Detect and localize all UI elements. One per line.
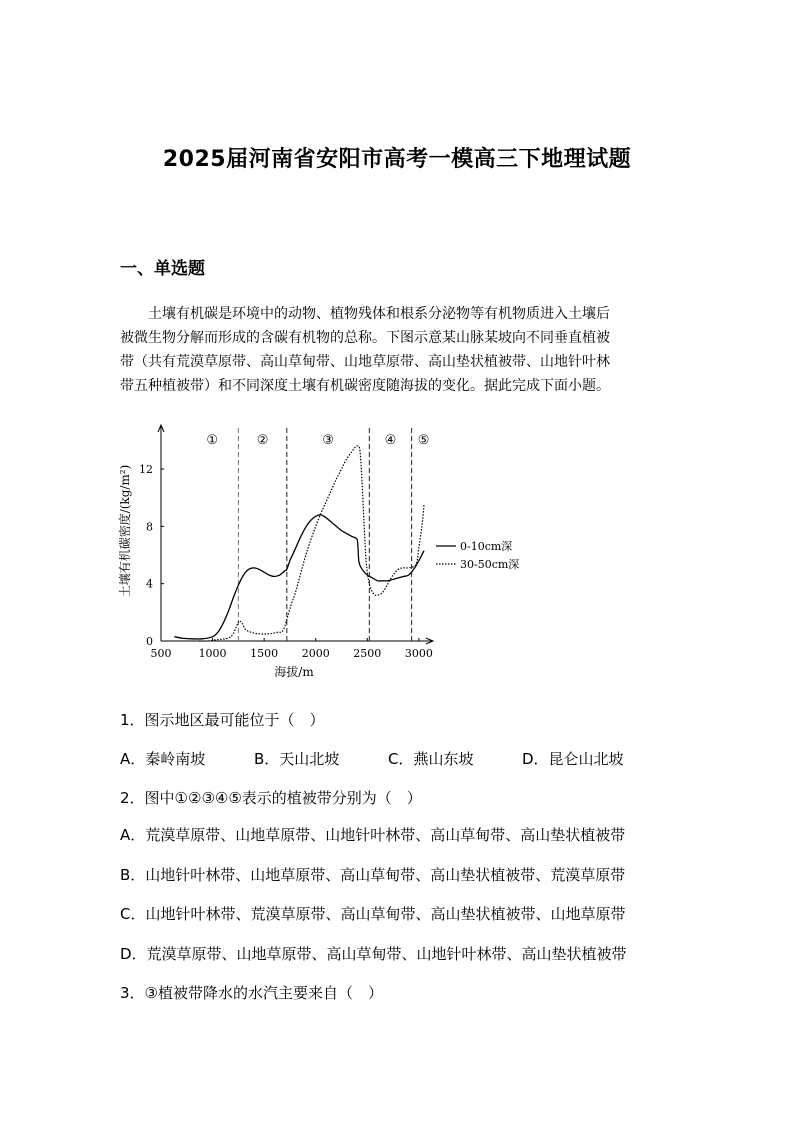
question-3: 3．③植被带降水的水汽主要来自（ ） (120, 984, 383, 1002)
zone-label: ① (206, 433, 218, 448)
zone-label: ② (256, 433, 269, 448)
passage-line: 土壤有机碳是环境中的动物、植物残体和根系分泌物等有机物质进入土壤后 (120, 306, 610, 322)
page-title: 2025届河南省安阳市高考一模高三下地理试题 (162, 147, 632, 172)
series-lines (174, 446, 424, 641)
x-tick-label: 1500 (250, 647, 279, 660)
series-line-2 (199, 446, 424, 641)
x-tick-label: 500 (150, 647, 172, 660)
x-tick-label: 2500 (353, 647, 382, 660)
option-d[interactable]: D．荒漠草原带、山地草原带、高山草甸带、山地针叶林带、高山垫状植被带 (120, 945, 627, 963)
option-c[interactable]: C．燕山东坡 (388, 750, 474, 768)
x-tick-label: 3000 (404, 647, 433, 660)
y-tick-label: 8 (146, 520, 153, 534)
option-a[interactable]: A．秦岭南坡 (120, 750, 206, 768)
passage (120, 302, 676, 398)
zone-label: ③ (322, 433, 334, 448)
passage-line: 被微生物分解而形成的含碳有机物的总称。下图示意某山脉某坡向不同垂直植被 (120, 330, 610, 346)
section-heading: 一、单选题 (120, 259, 205, 279)
passage-line: 带（共有荒漠草原带、高山草甸带、山地草原带、高山垫状植被带、山地针叶林 (120, 354, 610, 370)
legend-label: 0-10cm深 (460, 540, 513, 553)
soil-carbon-chart (114, 418, 534, 683)
axes (139, 425, 433, 660)
y-tick-label: 0 (146, 635, 153, 648)
x-tick-label: 1000 (198, 647, 227, 660)
option-d[interactable]: D．昆仑山北坡 (522, 750, 624, 768)
zone-label: ⑤ (417, 433, 430, 448)
question-1: 1．图示地区最可能位于（ ） (120, 711, 325, 729)
legend-label: 30-50cm深 (460, 558, 520, 571)
y-tick-label: 12 (139, 463, 153, 476)
option-c[interactable]: C．山地针叶林带、荒漠草原带、高山草甸带、高山垫状植被带、山地草原带 (120, 905, 626, 923)
passage-line: 带五种植被带）和不同深度土壤有机碳密度随海拔的变化。据此完成下面小题。 (120, 378, 610, 394)
legend (436, 540, 519, 571)
question-2: 2．图中①②③④⑤表示的植被带分别为（ ） (120, 789, 422, 807)
zone-label: ④ (384, 433, 397, 448)
question-1-options (120, 748, 624, 769)
option-b[interactable]: B．山地针叶林带、山地草原带、高山草甸带、高山垫状植被带、荒漠草原带 (120, 866, 626, 884)
y-tick-label: 4 (146, 577, 153, 591)
zone-lines (238, 428, 411, 641)
option-a[interactable]: A．荒漠草原带、山地草原带、山地针叶林带、高山草甸带、高山垫状植被带 (120, 826, 626, 844)
option-b[interactable]: B．天山北坡 (254, 750, 340, 768)
zone-labels (206, 433, 429, 448)
y-axis-label: 土壤有机碳密度/(kg/m²) (118, 464, 132, 598)
x-tick-label: 2000 (301, 647, 330, 660)
x-axis-label: 海拔/m (274, 665, 314, 679)
